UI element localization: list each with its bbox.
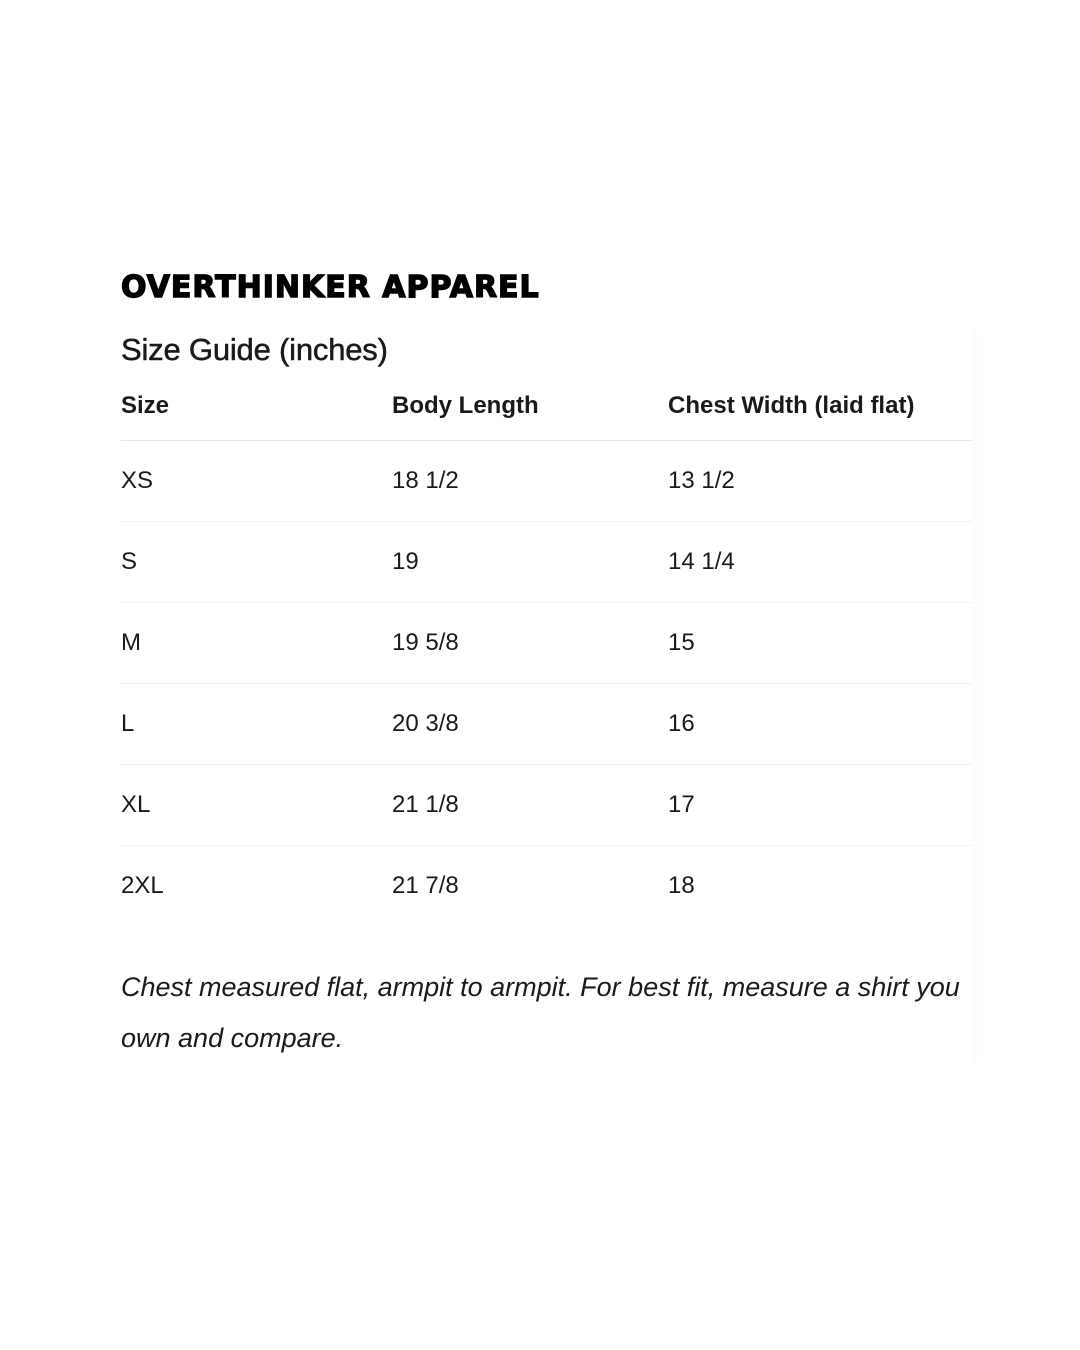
table-row (121, 522, 972, 603)
table-row (121, 603, 972, 684)
chest-width-cell: 13 1/2 (668, 441, 972, 522)
body-length-cell: 19 (392, 522, 668, 603)
chest-width-cell: 15 (668, 603, 972, 684)
table-row (121, 684, 972, 765)
size-cell: L (121, 684, 392, 765)
size-cell: XL (121, 765, 392, 846)
body-length-cell: 20 3/8 (392, 684, 668, 765)
body-length-cell: 21 1/8 (392, 765, 668, 846)
table-row (121, 441, 972, 522)
size-cell: M (121, 603, 392, 684)
size-cell: XS (121, 441, 392, 522)
column-header-chest-width: Chest Width (laid flat) (668, 372, 972, 441)
brand-logo: OVERTHINKER APPAREL (121, 270, 540, 305)
body-length-cell: 19 5/8 (392, 603, 668, 684)
measurement-note: Chest measured flat, armpit to armpit. For best fit, measure a shirt you own and compare. (121, 972, 960, 1053)
chest-width-cell: 18 (668, 872, 695, 899)
table-row (121, 846, 972, 927)
size-table (121, 372, 972, 926)
size-guide-card (121, 312, 972, 1080)
chest-width-cell: 17 (668, 765, 972, 846)
chest-width-cell: 16 (668, 684, 972, 765)
table-row (121, 765, 972, 846)
size-guide-title: Size Guide (inches) (121, 332, 388, 367)
column-header-size: Size (121, 372, 392, 441)
size-cell: 2XL (121, 872, 164, 899)
column-header-body-length: Body Length (392, 372, 668, 441)
size-cell: S (121, 522, 392, 603)
body-length-cell: 18 1/2 (392, 441, 668, 522)
chest-width-cell: 14 1/4 (668, 522, 972, 603)
body-length-cell: 21 7/8 (392, 872, 459, 899)
table-header-row (121, 372, 972, 441)
